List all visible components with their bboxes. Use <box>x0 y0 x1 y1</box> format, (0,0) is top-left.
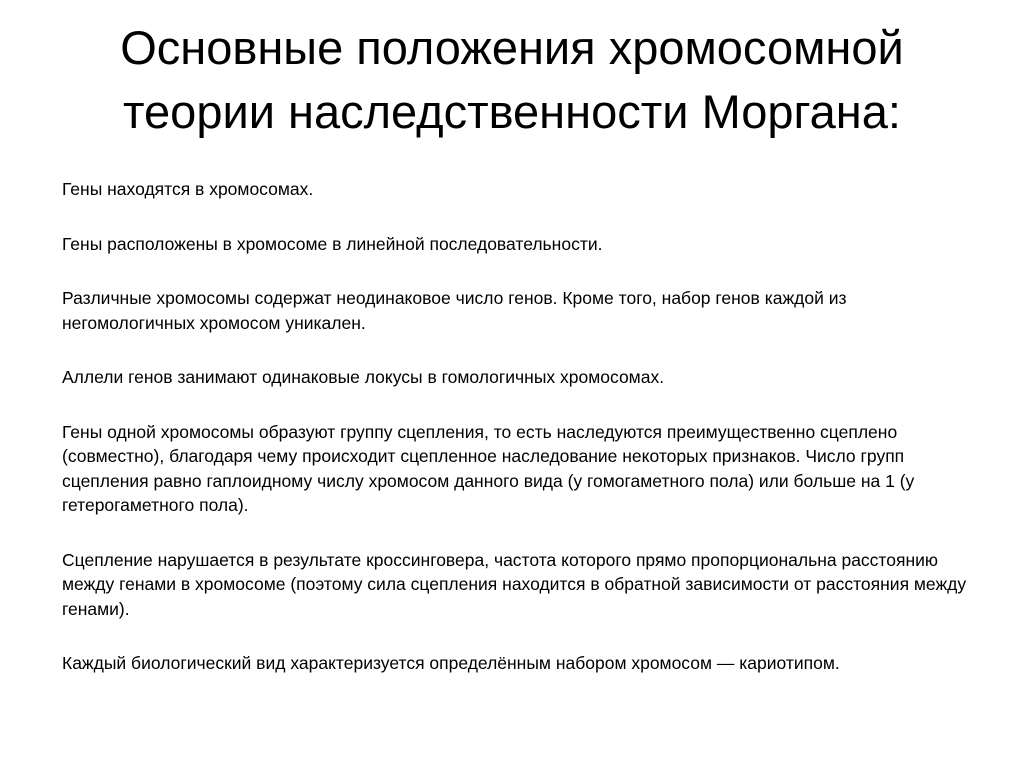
theory-points-list <box>62 177 967 706</box>
theory-point-6: Сцепление нарушается в результате кроссинговера, частота которого прямо пропорциональна расстоянию между генами в хромосоме (поэтому сила сцепления находится в обратной зависимости от расстояния между генами). <box>62 549 967 619</box>
theory-point-4: Аллели генов занимают одинаковые локусы в гомологичных хромосомах. <box>62 367 665 387</box>
theory-point-5: Гены одной хромосомы образуют группу сцепления, то есть наследуются преимущественно сцеплено (совместно), благодаря чему происходит сцепленное наследование некоторых признаков. Число групп сцепления равно гаплоидному числу хромосом данного вида (у гомогаметного пола) или больше на 1 (у гетерогаметного пола). <box>62 421 915 515</box>
slide-title: Основные положения хромосомной теории наследственности Моргана: <box>120 21 904 138</box>
theory-point-7: Каждый биологический вид характеризуется определённым набором хромосом — кариотипом. <box>62 653 840 673</box>
theory-point-2: Гены расположены в хромосоме в линейной последовательности. <box>62 233 603 254</box>
theory-point-3: Различные хромосомы содержат неодинаковое число генов. Кроме того, набор генов каждой из негомологичных хромосом уникален. <box>62 288 847 333</box>
theory-point-1: Гены находятся в хромосомах. <box>62 179 314 199</box>
